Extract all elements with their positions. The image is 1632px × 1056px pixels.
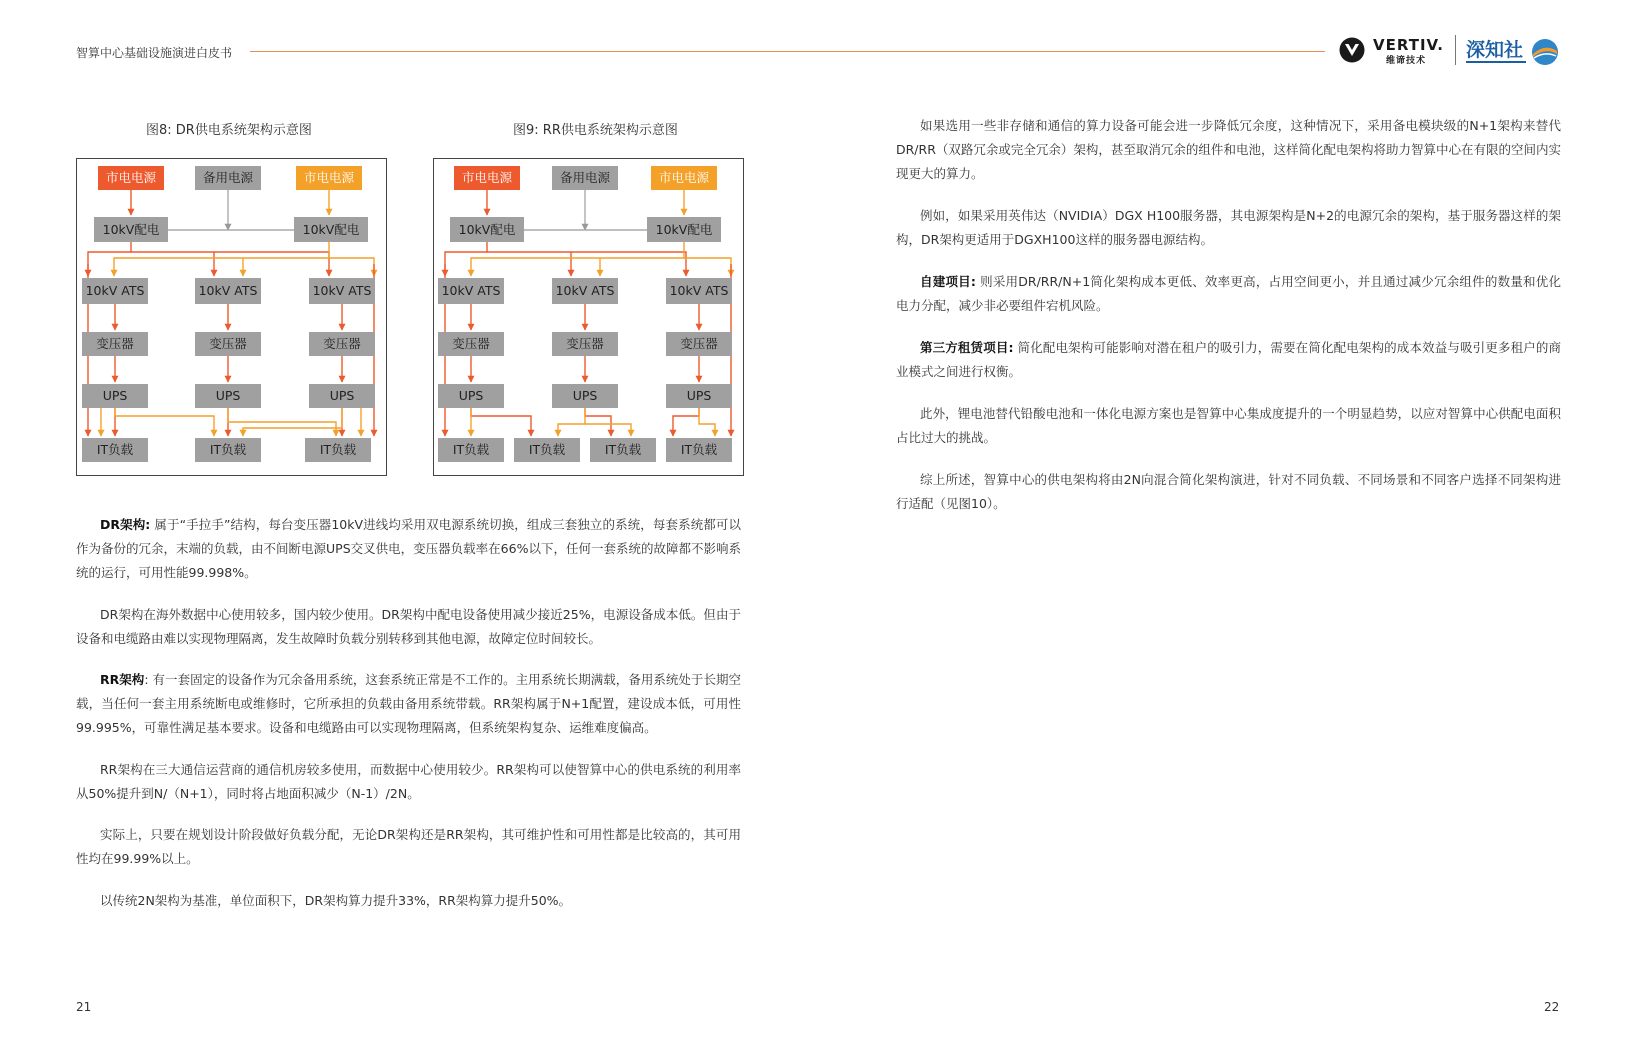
- transformer-label: 变压器: [452, 336, 490, 351]
- paragraph-compute-gain: 以传统2N架构为基准，单位面积下，DR架构算力提升33%，RR架构算力提升50%。: [100, 893, 572, 908]
- partner-wordmark: 深知社: [1466, 39, 1524, 61]
- document-title: 智算中心基础设施演进白皮书: [76, 46, 233, 60]
- ats-label: 10kV ATS: [555, 283, 615, 298]
- transformer-label: 变压器: [566, 336, 604, 351]
- ats-label: 10kV ATS: [441, 283, 501, 298]
- it-load-label: IT负载: [452, 442, 490, 457]
- it-load-label: IT负载: [528, 442, 566, 457]
- backup-source-label: 备用电源: [559, 170, 611, 185]
- it-load-label: IT负载: [319, 442, 357, 457]
- paragraph-availability: 实际上，只要在规划设计阶段做好负载分配，无论DR架构还是RR架构，其可维护性和可用性都是比较高的，其可用性均在99.99%以上。: [76, 827, 741, 866]
- paragraph-nvidia-example: 例如，如果采用英伟达（NVIDIA）DGX H100服务器，其电源架构是N+2的电源冗余的架构，基于服务器这样的架构，DR架构更适用于DGXH100这样的服务器电源结构。: [896, 208, 1561, 247]
- globe-icon: [1530, 37, 1560, 67]
- page-number-left: 21: [76, 1000, 92, 1014]
- page-number-right: 22: [1544, 1000, 1560, 1014]
- brand-logos: [1338, 33, 1560, 69]
- ups-label: UPS: [686, 388, 712, 403]
- vertiv-wordmark: VERTIV.: [1373, 36, 1444, 54]
- distribution-label: 10kV配电: [655, 222, 713, 237]
- ups-label: UPS: [572, 388, 598, 403]
- transformer-label: 变压器: [96, 336, 134, 351]
- source-label: 市电电源: [658, 170, 710, 185]
- figure9-rr-diagram: [433, 158, 744, 476]
- paragraph-rr-usage: RR架构在三大通信运营商的通信机房较多使用，而数据中心使用较少。RR架构可以使智算中心的供电系统的利用率从50%提升到N/（N+1），同时将占地面积减少（N-1）/2N。: [76, 762, 741, 801]
- figure9-caption: 图9: RR供电系统架构示意图: [513, 123, 678, 138]
- transformer-label: 变压器: [680, 336, 718, 351]
- figure8-caption: 图8: DR供电系统架构示意图: [146, 123, 312, 138]
- source-label: 市电电源: [105, 170, 157, 185]
- ats-label: 10kV ATS: [669, 283, 729, 298]
- ats-label: 10kV ATS: [198, 283, 258, 298]
- paragraph-n1-architecture: 如果选用一些非存储和通信的算力设备可能会进一步降低冗余度，这种情况下，采用备电模块级的N+1架构来替代DR/RR（双路冗余或完全冗余）架构，甚至取消冗余的组件和电池，这样简化配电架构将助力智算中心在有限的空间内实现更大的算力。: [896, 118, 1561, 181]
- backup-source-label: 备用电源: [202, 170, 254, 185]
- source-label: 市电电源: [303, 170, 355, 185]
- vertiv-logo-icon: [1338, 37, 1366, 63]
- figure8-dr-diagram: [76, 158, 387, 476]
- paragraph-dr-definition: DR架构: 属于“手拉手”结构，每台变压器10kV进线均采用双电源系统切换，组成三套独立的系统，每套系统都可以作为备份的冗余，末端的负载，由不间断电源UPS交叉供电，变压器负载率在66%以下，任何一套系统的故障都不影响系统的运行，可用性能99.998%。: [76, 517, 741, 580]
- paragraph-summary: 综上所述，智算中心的供电架构将由2N向混合简化架构演进，针对不同负载、不同场景和不同客户选择不同架构进行适配（见图10）。: [896, 472, 1561, 511]
- distribution-label: 10kV配电: [102, 222, 160, 237]
- partner-underline: [1466, 61, 1526, 63]
- logo-separator: [1455, 35, 1456, 65]
- it-load-label: IT负载: [96, 442, 134, 457]
- paragraph-dr-usage: DR架构在海外数据中心使用较多，国内较少使用。DR架构中配电设备使用减少接近25%，电源设备成本低。但由于设备和电缆路由难以实现物理隔离，发生故障时负载分别转移到其他电源，故障定位时间较长。: [76, 607, 741, 646]
- ats-label: 10kV ATS: [312, 283, 372, 298]
- paragraph-lithium-trend: 此外，锂电池替代铅酸电池和一体化电源方案也是智算中心集成度提升的一个明显趋势，以应对智算中心供配电面积占比过大的挑战。: [896, 406, 1561, 445]
- it-load-label: IT负载: [604, 442, 642, 457]
- it-load-label: IT负载: [680, 442, 718, 457]
- vertiv-cn-name: 维谛技术: [1386, 56, 1427, 66]
- distribution-label: 10kV配电: [302, 222, 360, 237]
- ups-label: UPS: [102, 388, 128, 403]
- paragraph-rr-definition: RR架构: 有一套固定的设备作为冗余备用系统，这套系统正常是不工作的。主用系统长期满载，备用系统处于长期空载，当任何一套主用系统断电或维修时，它所承担的负载由备用系统带载。RR架构属于N+1配置，建设成本低，可用性99.995%，可靠性满足基本要求。设备和电缆路由可以实现物理隔离，但系统架构复杂、运维难度偏高。: [76, 672, 741, 735]
- ups-label: UPS: [458, 388, 484, 403]
- frame: [434, 159, 744, 476]
- source-label: 市电电源: [461, 170, 513, 185]
- paragraph-third-party-lease: 第三方租赁项目: 简化配电架构可能影响对潜在租户的吸引力，需要在简化配电架构的成本效益与吸引更多租户的商业模式之间进行权衡。: [896, 340, 1561, 379]
- it-load-label: IT负载: [209, 442, 247, 457]
- transformer-label: 变压器: [323, 336, 361, 351]
- ats-label: 10kV ATS: [85, 283, 145, 298]
- distribution-label: 10kV配电: [458, 222, 516, 237]
- ups-label: UPS: [215, 388, 241, 403]
- transformer-label: 变压器: [209, 336, 247, 351]
- header-divider: [250, 51, 1325, 52]
- paragraph-self-built: 自建项目: 则采用DR/RR/N+1简化架构成本更低、效率更高，占用空间更小，并且通过减少冗余组件的数量和优化电力分配，减少非必要组件宕机风险。: [896, 274, 1562, 313]
- ups-label: UPS: [329, 388, 355, 403]
